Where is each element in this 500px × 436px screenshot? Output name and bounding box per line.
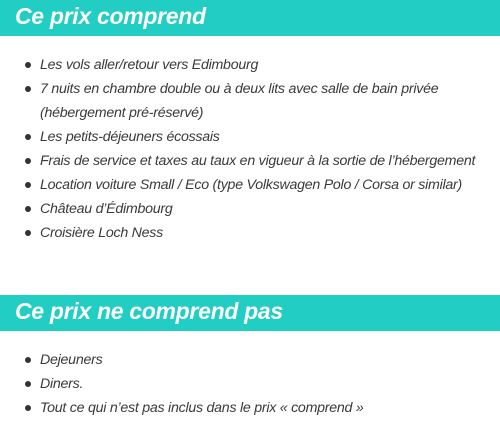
includes-list bbox=[0, 53, 500, 245]
bullet-icon bbox=[25, 182, 31, 188]
bullet-icon bbox=[25, 158, 31, 164]
list-item bbox=[0, 77, 500, 125]
list-item-text: Château d’Édimbourg bbox=[40, 201, 173, 217]
excludes-list bbox=[0, 348, 500, 420]
section-title-excludes: Ce prix ne comprend pas bbox=[15, 298, 283, 324]
list-item bbox=[0, 173, 500, 197]
bullet-icon bbox=[25, 134, 31, 140]
list-item-text: 7 nuits en chambre double ou à deux lits avec salle de bain privée bbox=[40, 81, 439, 97]
section-title-includes: Ce prix comprend bbox=[15, 3, 206, 29]
bullet-icon bbox=[25, 357, 31, 363]
list-item-text: Croisière Loch Ness bbox=[40, 225, 163, 241]
list-item bbox=[0, 348, 500, 372]
section-header-includes bbox=[0, 0, 500, 36]
section-header-excludes bbox=[0, 295, 500, 331]
list-item bbox=[0, 372, 500, 396]
list-item-text: Frais de service et taxes au taux en vigueur à la sortie de l’hébergement bbox=[40, 153, 476, 169]
bullet-icon bbox=[25, 230, 31, 236]
list-item-text: Dejeuners bbox=[40, 352, 103, 368]
list-item bbox=[0, 396, 500, 420]
list-item bbox=[0, 149, 500, 173]
bullet-icon bbox=[25, 405, 31, 411]
list-item-text: Les vols aller/retour vers Edimbourg bbox=[40, 57, 259, 73]
list-item-text: Location voiture Small / Eco (type Volkswagen Polo / Corsa or similar) bbox=[40, 177, 462, 193]
bullet-icon bbox=[25, 62, 31, 68]
bullet-icon bbox=[25, 86, 31, 92]
list-item bbox=[0, 197, 500, 221]
bullet-icon bbox=[25, 381, 31, 387]
list-item bbox=[0, 53, 500, 77]
list-item-text: Tout ce qui n’est pas inclus dans le prix « comprend » bbox=[40, 400, 364, 416]
list-item-text: Les petits-déjeuners écossais bbox=[40, 129, 220, 145]
bullet-icon bbox=[25, 206, 31, 212]
list-item-text-continued: (hébergement pré-réservé) bbox=[40, 105, 204, 121]
list-item-text: Diners. bbox=[40, 376, 84, 392]
list-item bbox=[0, 221, 500, 245]
list-item bbox=[0, 125, 500, 149]
